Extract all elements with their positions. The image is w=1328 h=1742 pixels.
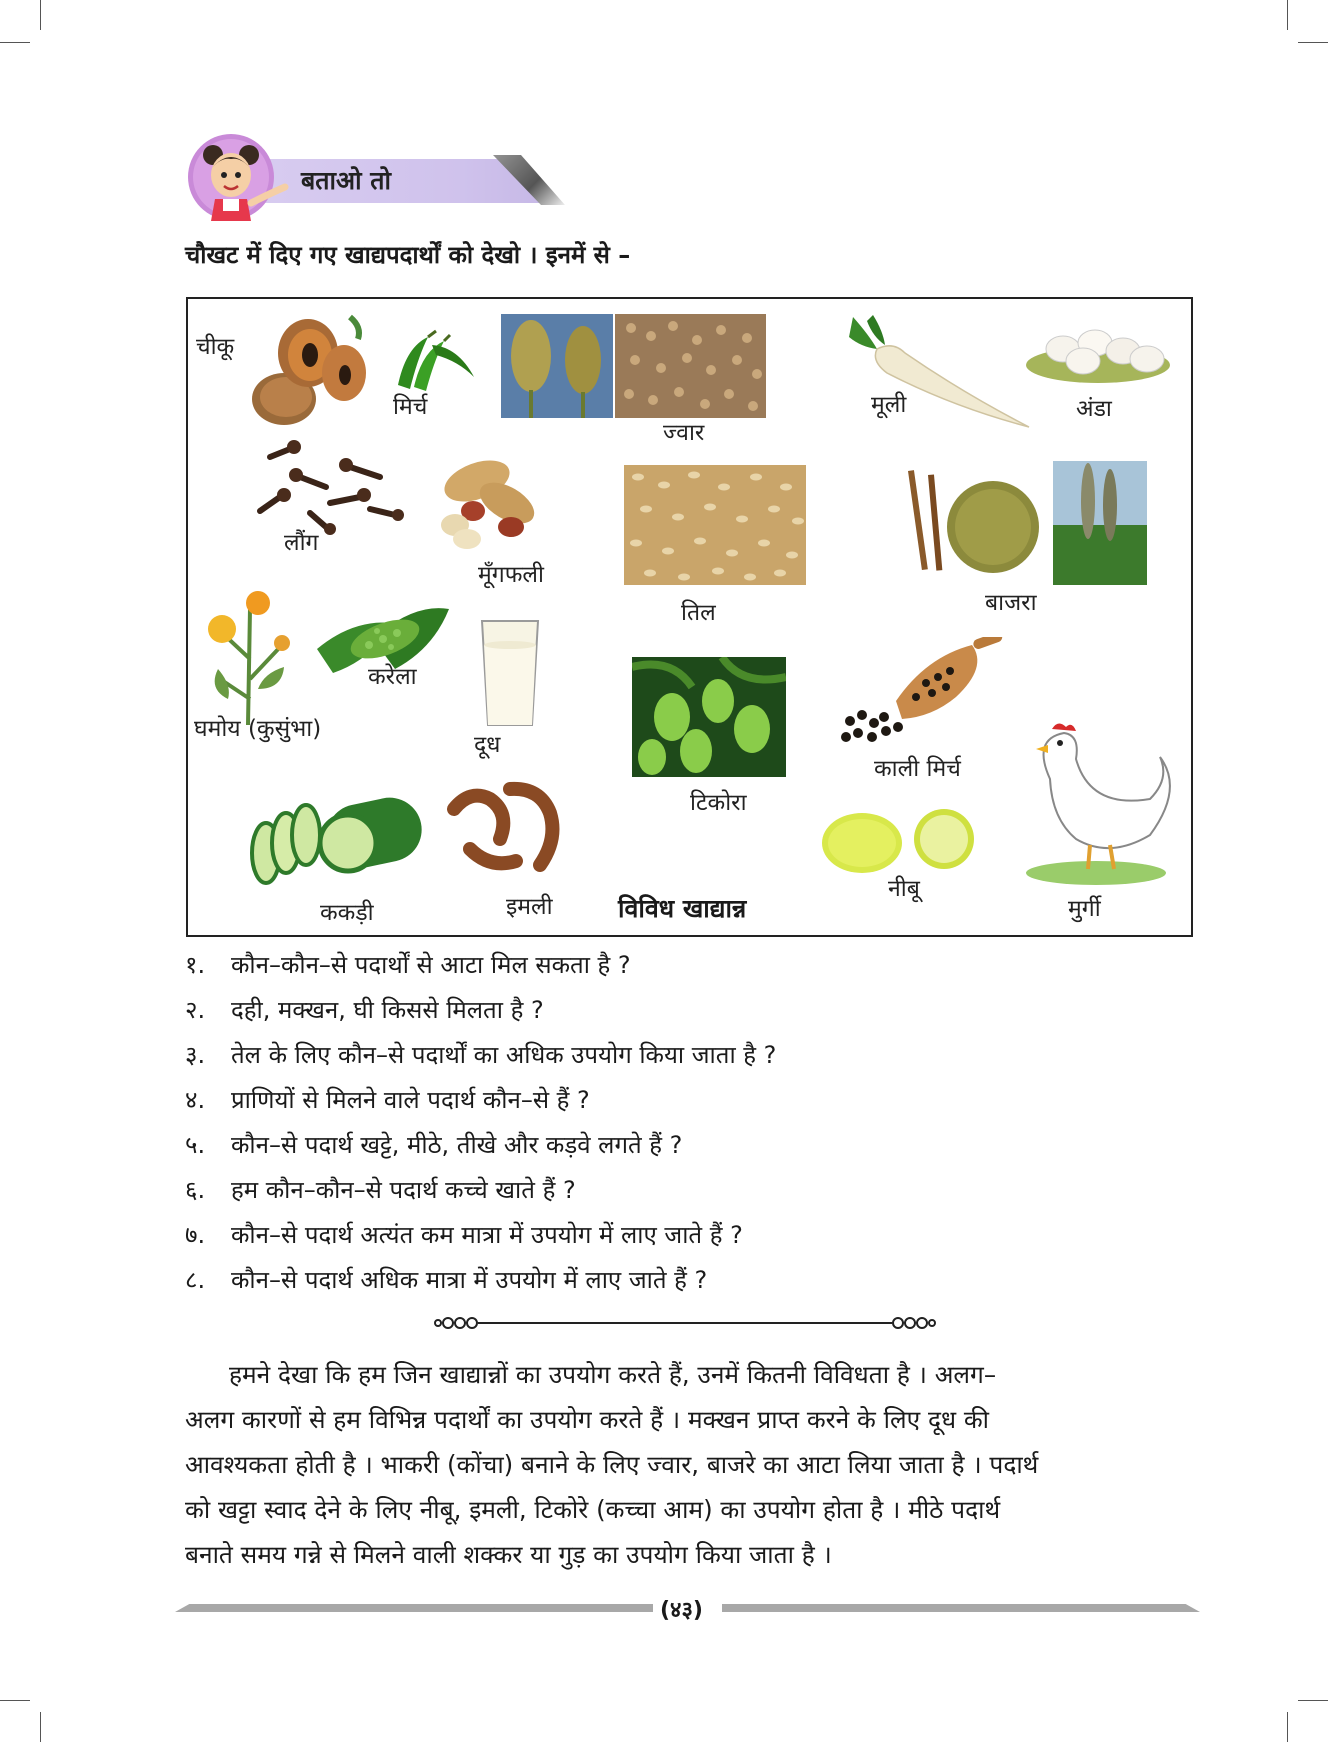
question-number: ६. [185,1176,206,1204]
crop-mark [0,42,30,43]
food-label: लौंग [284,530,319,556]
crop-mark [1298,42,1328,43]
food-label: तिल [681,600,716,626]
food-label: इमली [506,894,553,920]
question-item [185,1263,776,1308]
food-label: चीकू [196,334,235,360]
chilli-icon [388,327,478,397]
box-caption: विविध खाद्यान्न [618,894,747,923]
food-label: ज्वार [663,420,705,446]
sorghum-icon [501,314,766,418]
food-label: मूली [871,392,907,418]
food-label: मुर्गी [1068,896,1101,922]
instruction-text: चौखट में दिए गए खाद्यपदार्थों को देखो । इनमें से – [185,241,631,269]
lemon-icon [818,805,978,877]
question-text: कौन–से पदार्थ अत्यंत कम मात्रा में उपयोग में लाए जाते हैं ? [231,1221,743,1249]
question-number: ८. [185,1266,206,1294]
question-item [185,1128,776,1173]
clove-icon [230,437,405,537]
question-item [185,993,776,1038]
footer-bar [175,1604,653,1612]
food-label: नीबू [888,876,920,902]
food-label: ककड़ी [320,900,374,926]
question-number: ३. [185,1041,206,1069]
paragraph-line: अलग कारणों से हम विभिन्न पदार्थों का उपयोग करते हैं । मक्खन प्राप्त करने के लिए दूध की [185,1405,989,1434]
question-text: कौन–से पदार्थ खट्टे, मीठे, तीखे और कड़वे लगते हैं ? [231,1131,683,1159]
girl-mascot-icon [185,133,289,221]
food-label: मूँगफली [478,562,544,588]
food-label: बाजरा [985,590,1037,616]
section-header [185,133,565,213]
body-paragraph [185,1352,1190,1577]
raw-mango-icon [632,657,786,777]
crop-mark [40,1712,41,1742]
question-number: ५. [185,1131,206,1159]
food-label: मिर्च [393,394,428,420]
food-label: अंडा [1076,396,1112,422]
question-item [185,1173,776,1218]
section-title: बताओ तो [301,166,392,195]
paragraph-line: बनाते समय गन्ने से मिलने वाली शक्कर या गुड़ का उपयोग किया जाता है । [185,1540,832,1569]
sapodilla-icon [250,309,368,429]
crop-mark [1298,1700,1328,1701]
question-item [185,1038,776,1083]
question-item [185,948,776,993]
crop-mark [1287,1712,1288,1742]
footer-bar [722,1604,1200,1612]
paragraph-line: हमने देखा कि हम जिन खाद्यान्नों का उपयोग करते हैं, उनमें कितनी विविधता है । अलग– [229,1360,997,1389]
crop-mark [0,1700,30,1701]
milk-glass-icon [478,617,542,729]
peanut-icon [433,447,543,551]
black-pepper-icon [836,637,1006,751]
question-number: २. [185,996,206,1024]
page-number: (४३) [660,1598,703,1623]
egg-icon [1023,315,1173,385]
question-text: कौन–से पदार्थ अधिक मात्रा में उपयोग में लाए जाते हैं ? [231,1266,708,1294]
question-item [185,1218,776,1263]
crop-mark [1287,0,1288,30]
millet-icon [888,461,1170,585]
paragraph-line: को खट्टा स्वाद देने के लिए नीबू, इमली, टिकोरे (कच्चा आम) का उपयोग होता है । मीठे पदार्थ [185,1495,1001,1524]
food-label: टिकोरा [690,790,747,816]
paragraph-line: आवश्यकता होती है । भाकरी (कोंचा) बनाने के लिए ज्वार, बाजरे का आटा लिया जाता है । पदार्थ [185,1450,1039,1479]
tamarind-icon [440,769,572,881]
question-text: तेल के लिए कौन–से पदार्थों का अधिक उपयोग किया जाता है ? [231,1041,777,1069]
crop-mark [40,0,41,30]
question-number: ४. [185,1086,206,1114]
question-number: ७. [185,1221,206,1249]
food-label: करेला [368,664,417,690]
food-label: दूध [474,732,501,758]
cucumber-icon [246,783,426,893]
safflower-icon [198,589,298,725]
question-number: १. [185,951,206,979]
food-picture-box [186,297,1193,937]
food-label: काली मिर्च [874,756,961,782]
question-text: कौन–कौन–से पदार्थों से आटा मिल सकता है ? [231,951,631,979]
question-item [185,1083,776,1128]
hen-icon [1020,719,1172,887]
question-text: दही, मक्खन, घी किससे मिलता है ? [231,996,544,1024]
question-text: प्राणियों से मिलने वाले पदार्थ कौन–से हैं ? [231,1086,590,1114]
sesame-icon [624,465,806,585]
question-text: हम कौन–कौन–से पदार्थ कच्चे खाते हैं ? [231,1176,576,1204]
question-list [185,948,776,1308]
ornamental-divider [430,1313,940,1333]
food-label: घमोय (कुसुंभा) [194,716,322,742]
